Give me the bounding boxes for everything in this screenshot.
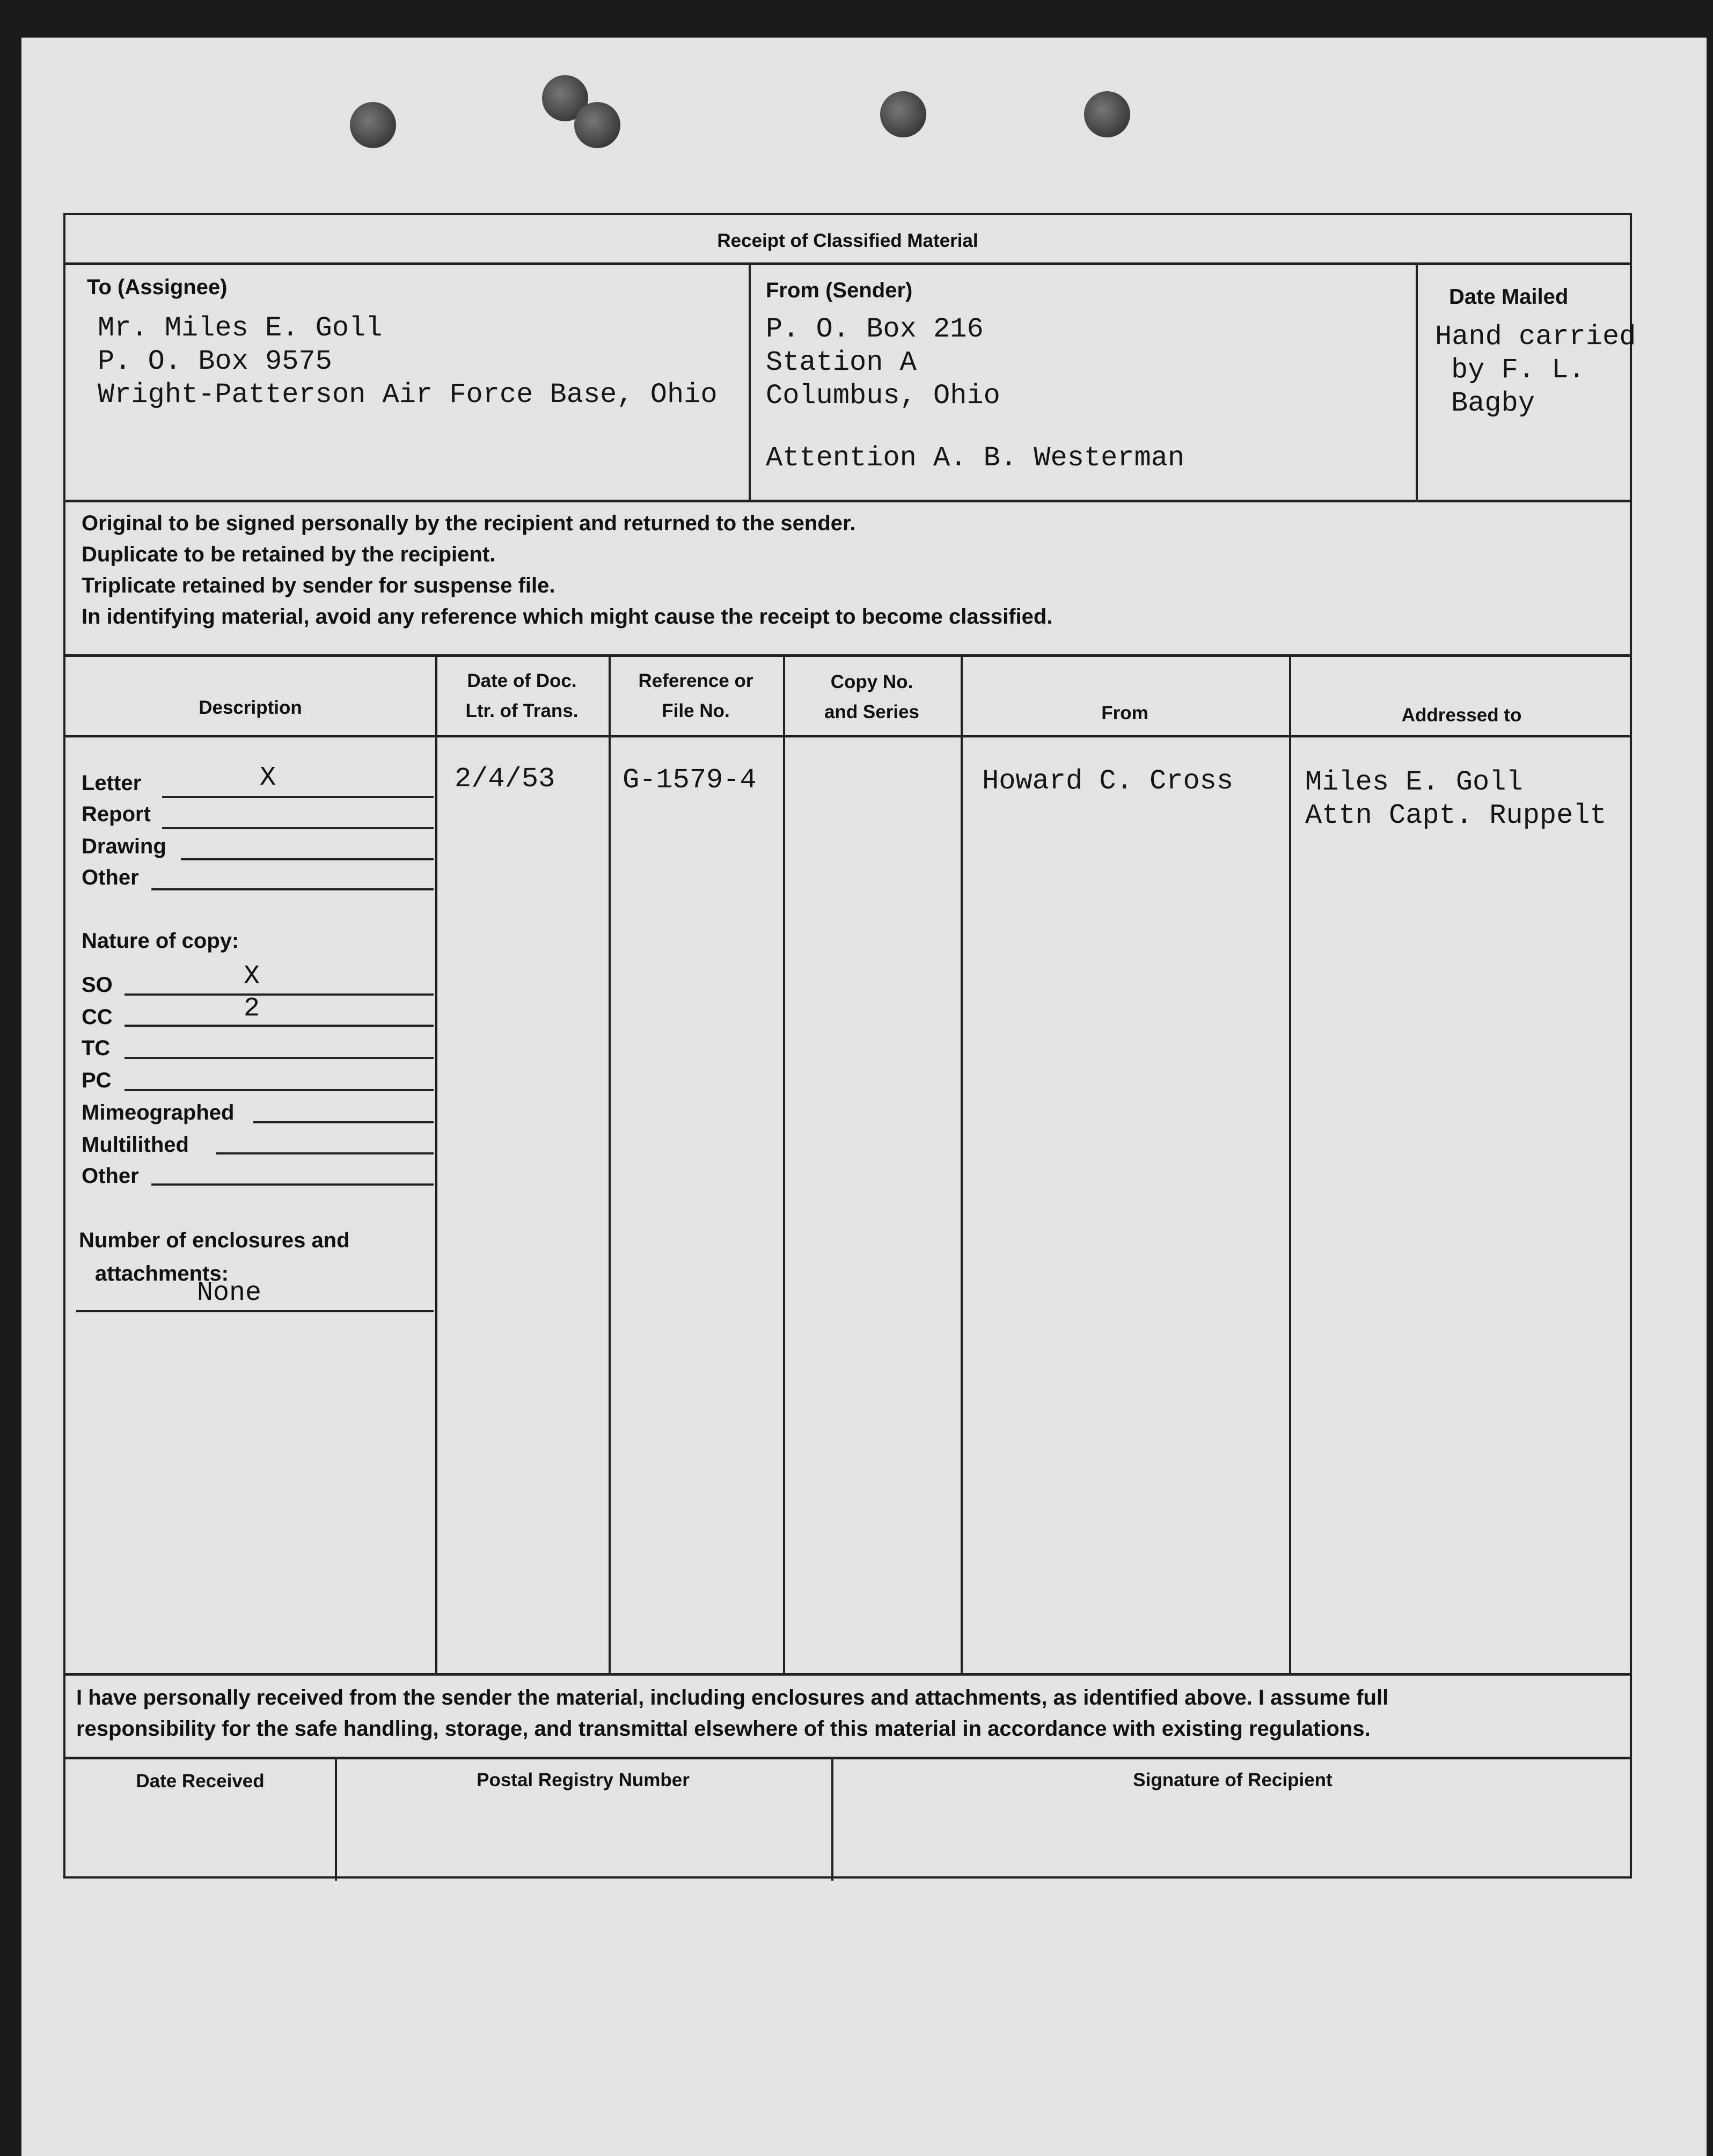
attention-line: Attention A. B. Westerman	[766, 442, 1185, 474]
receipt-form	[63, 213, 1636, 1879]
enclosures-label: Number of enclosures and	[79, 1229, 350, 1252]
field-tc: TC	[82, 1036, 111, 1060]
column-header-addressed: Addressed to	[1401, 705, 1522, 726]
field-other-copy: Other	[82, 1164, 139, 1188]
enclosures-label-2: attachments:	[95, 1262, 229, 1285]
cc-value: 2	[244, 993, 260, 1024]
column-header-from: From	[1101, 703, 1148, 723]
field-multilithed: Multilithed	[82, 1133, 189, 1157]
punch-hole	[574, 102, 620, 148]
file-number: G-1579-4	[623, 764, 757, 796]
form-title: Receipt of Classified Material	[717, 230, 978, 251]
doc-date: 2/4/53	[455, 763, 555, 795]
field-other: Other	[82, 866, 139, 889]
postal-registry-label: Postal Registry Number	[477, 1770, 690, 1790]
from-line: Columbus, Ohio	[766, 380, 1000, 412]
column-header-reference: Reference or	[638, 670, 753, 691]
to-line: Wright-Patterson Air Force Base, Ohio	[98, 379, 718, 411]
to-line: P. O. Box 9575	[98, 346, 332, 377]
date-mailed-line: by F. L.	[1451, 354, 1585, 386]
field-letter: Letter	[82, 771, 142, 795]
punch-hole	[350, 102, 396, 148]
column-header-date-2: Ltr. of Trans.	[465, 700, 579, 721]
from-label: From (Sender)	[766, 279, 913, 302]
from-value: Howard C. Cross	[982, 765, 1234, 797]
column-header-copy-2: and Series	[824, 701, 920, 722]
instruction: Duplicate to be retained by the recipient.	[82, 543, 496, 566]
instruction: Original to be signed personally by the recipient and returned to the sender.	[82, 511, 856, 535]
addressed-line: Miles E. Goll	[1305, 766, 1523, 798]
to-label: To (Assignee)	[87, 275, 228, 299]
letter-value: X	[260, 763, 276, 793]
so-value: X	[244, 961, 260, 992]
instruction: Triplicate retained by sender for suspense file.	[82, 574, 555, 597]
nature-of-copy-label: Nature of copy:	[82, 929, 239, 953]
column-header-description: Description	[199, 697, 302, 718]
field-pc: PC	[82, 1069, 112, 1092]
statement-line: responsibility for the safe handling, storage, and transmittal elsewhere of this material in accordance with existing regulations.	[76, 1717, 1371, 1741]
to-line: Mr. Miles E. Goll	[98, 312, 383, 344]
punch-hole	[1084, 91, 1130, 137]
enclosures-value: None	[197, 1278, 262, 1309]
from-line: Station A	[766, 347, 917, 378]
date-mailed-line: Bagby	[1451, 388, 1535, 419]
date-mailed-line: Hand carried	[1435, 321, 1636, 353]
column-header-reference-2: File No.	[662, 700, 730, 721]
field-mimeographed: Mimeographed	[82, 1101, 235, 1124]
field-cc: CC	[82, 1005, 113, 1029]
instruction: In identifying material, avoid any reference which might cause the receipt to become classified.	[82, 605, 1053, 628]
addressed-line: Attn Capt. Ruppelt	[1305, 800, 1607, 831]
date-mailed-label: Date Mailed	[1449, 285, 1569, 309]
column-header-copy: Copy No.	[830, 671, 913, 692]
field-report: Report	[82, 802, 151, 826]
signature-label: Signature of Recipient	[1133, 1770, 1333, 1790]
punch-hole	[880, 91, 926, 137]
column-header-date: Date of Doc.	[467, 670, 577, 691]
statement-line: I have personally received from the sender the material, including enclosures and attachments, as identified above. I assume full	[76, 1686, 1389, 1709]
date-received-label: Date Received	[136, 1771, 265, 1792]
field-drawing: Drawing	[82, 835, 166, 858]
from-line: P. O. Box 216	[766, 313, 984, 345]
field-so: SO	[82, 973, 113, 997]
